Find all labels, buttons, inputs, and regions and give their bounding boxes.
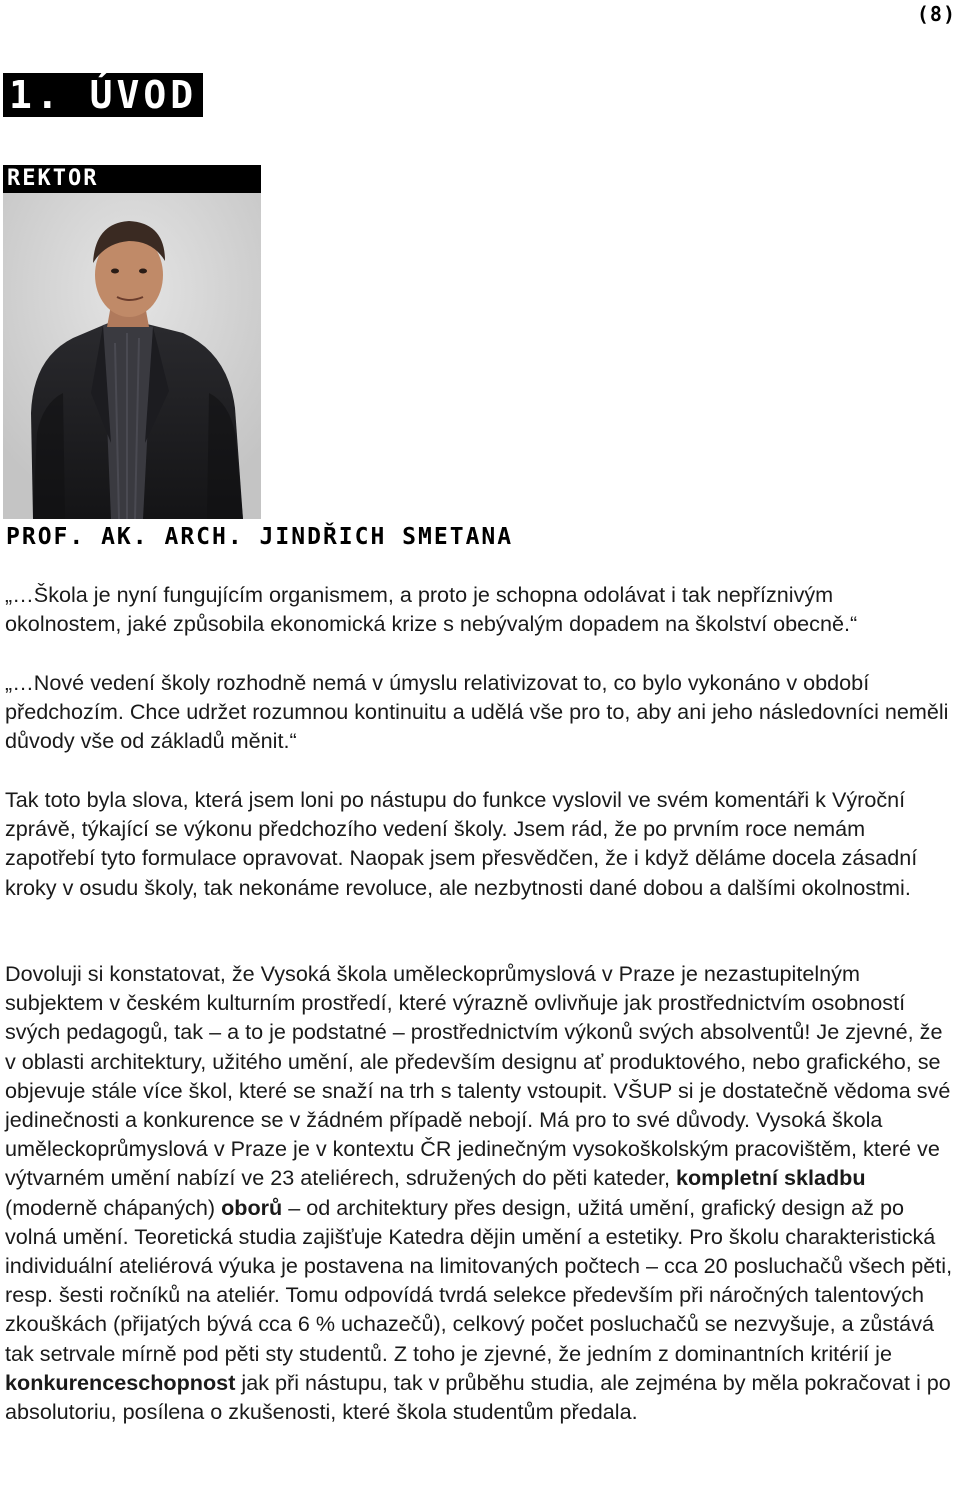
- p3-bold-kompletni-skladbu: kompletní skladbu: [675, 1165, 866, 1191]
- p3-part1: Dovoluji si konstatovat, že Vysoká škola uměleckoprůmyslová v Praze je nezastupitelným subjektem v českém kulturním prostředí, které výrazně ovlivňuje jak prostřednictvím osobností svých pedagogů, tak – a to je podstatné – prostřednictvím výkonů svých absolventů! Je zjevné, že v oblasti architektury, užitého umění, ale především designu ať produktového, nebo grafického, se objevuje stále více škol, které se snaží na trh s talenty vstoupit. VŠUP si je dostatečně vědoma své jedinečnosti a konkurence se v žádném případě nebojí. Má pro to své důvody. Vysoká škola uměleckoprůmyslová v Praze je v kontextu ČR jedinečným vysokoškolským pracovištěm, které ve výtvarném umění nabízí ve 23 ateliérech, sdružených do pěti kateder,: [5, 961, 951, 1191]
- rektor-label: REKTOR: [3, 165, 261, 193]
- p3-part4: jak při nástupu, tak v průběhu studia, ale zejména by měla pokračovat i po absolutoriu, posílena o zkušenosti, které škola studentům předala.: [5, 1369, 951, 1425]
- rector-name: PROF. AK. ARCH. JINDŘICH SMETANA: [6, 524, 514, 550]
- paragraph-2-text: Tak toto byla slova, která jsem loni po nástupu do funkce vyslovil ve svém komentáři k Výroční zprávě, týkající se výkonu předchozího vedení školy. Jsem rád, že po prvním roce nemám zapotřebí tyto formulace opravovat. Naopak jsem přesvědčen, že i když děláme docela zásadní kroky v osudu školy, tak nekonáme revoluce, ale nezbytnosti dané dobou a dalšími okolnostmi.: [5, 787, 918, 900]
- page-number: (8): [916, 2, 956, 26]
- quote-2: [5, 668, 955, 756]
- quote-1-text: „…Škola je nyní fungujícím organismem, a proto je schopna odolávat i tak nepříznivým okolnostem, jaké způsobila ekonomická krize s nebývalým dopadem na školství obecně.“: [5, 582, 858, 637]
- p3-bold-konkurenceschopnost: konkurenceschopnost: [5, 1369, 236, 1395]
- section-title: 1. ÚVOD: [3, 73, 203, 117]
- p3-bold-oboru: oborů: [221, 1194, 283, 1220]
- paragraph-3-text: [5, 959, 955, 1426]
- quote-1: [5, 580, 955, 638]
- p3-part2: (moderně chápaných): [5, 1194, 222, 1220]
- paragraph-2: [5, 785, 955, 902]
- paragraph-3: [5, 959, 955, 1426]
- rector-photo: [3, 193, 261, 519]
- quote-2-text: „…Nové vedení školy rozhodně nemá v úmyslu relativizovat to, co bylo vykonáno v období předchozím. Chce udržet rozumnou kontinuitu a udělá vše pro to, aby ani jeho následovníci neměli důvody vše od základů měnit.“: [5, 670, 949, 754]
- p3-part3: – od architektury přes design, užitá umění, grafický design až po volná umění. Teoretická studia zajišťuje Katedra dějin umění a estetiky. Pro školu charakteristická individuální ateliérová výuka je postavena na limitovaných počtech – cca 20 posluchačů všech pěti, resp. šesti ročníků na ateliér. Tomu odpovídá tvrdá selekce především při náročných talentových zkouškách (přijatých bývá cca 6 % uchazečů), celkový počet posluchačů se nezvyšuje, a zůstává tak setrvale mírně pod pěti sty studentů. Z toho je zjevné, že jedním z dominantních kritérií je: [5, 1194, 953, 1366]
